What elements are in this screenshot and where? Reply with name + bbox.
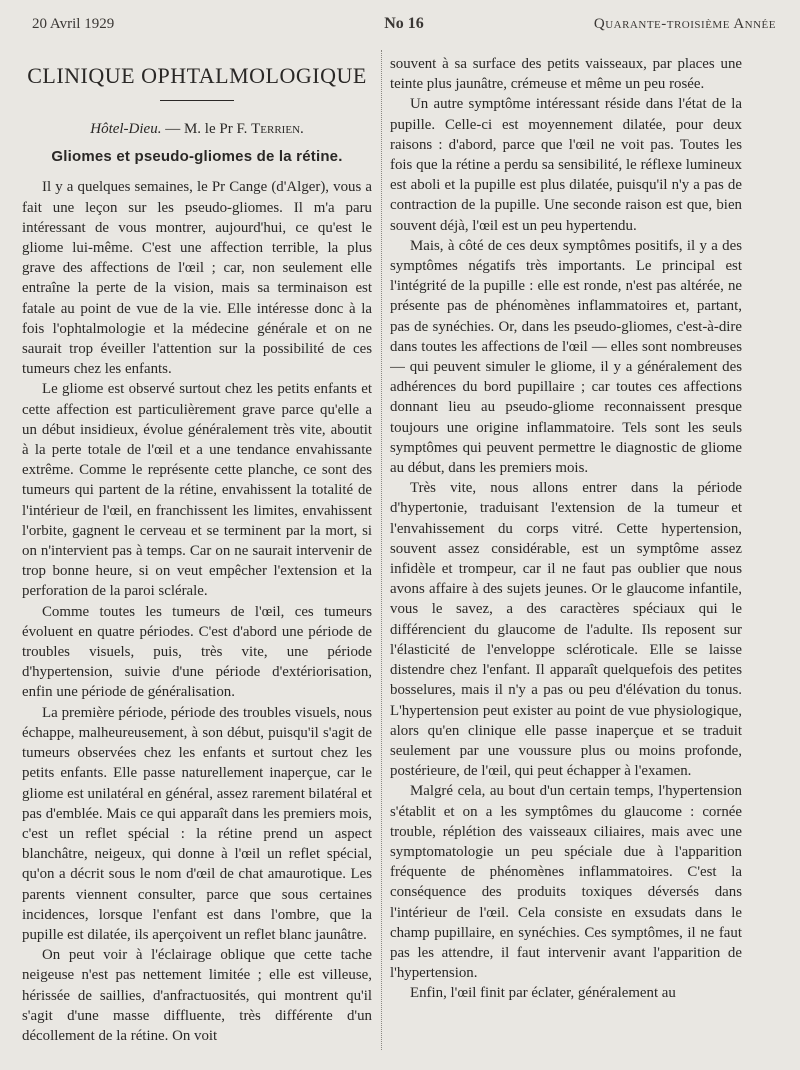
lecture-place: Hôtel-Dieu. xyxy=(90,121,162,137)
paragraph: Comme toutes les tumeurs de l'œil, ces tumeurs évoluent en quatre périodes. C'est d'abord une période de troubles visuels, puis, très vite, une période d'hypertension, suivie d'une période d'extériorisation, enfin une période de généralisation. xyxy=(22,603,372,701)
right-column xyxy=(390,54,742,1064)
title-rule xyxy=(160,100,234,101)
column-divider xyxy=(381,50,382,1050)
paragraph: Mais, à côté de ces deux symptômes positifs, il y a des symptômes négatifs très importants. Le principal est l'intégrité de la pupille : elle est ronde, n'est pas altérée, ne présente pas de phénomènes inflammatoires et, partant, pas de synéchies. Or, dans les pseudo-gliomes, c'est-à-dire dans toutes les affections de l'œil — elles sont nombreuses — qui peuvent simuler le gliome, il y a généralement des adhérences du bord pupillaire ; car toutes ces affections donnant lieu au pseudo-gliome reconnaissent presque toujours une origine inflammatoire. Tels sont les seuls symptômes qui peuvent permettre le diagnostic de gliome au début, dans les premiers mois. xyxy=(390,237,742,477)
paragraph-continuation: souvent à sa surface des petits vaisseaux, par places une teinte plus jaunâtre, crémeuse et même un peu rosée. xyxy=(390,56,742,93)
section-title: CLINIQUE OPHTALMOLOGIQUE xyxy=(27,63,367,88)
header-date: 20 Avril 1929 xyxy=(32,16,115,32)
lecturer-prefix: — M. le Pr F. xyxy=(161,121,252,137)
paragraph: Il y a quelques semaines, le Pr Cange (d'Alger), vous a fait une leçon sur les pseudo-gliomes. Il m'a paru intéressant de vous montrer, aujourd'hui, ce qu'est le gliome lui-même. C'est une affection terrible, la plus grave des affections de l'œil ; car, non seulement elle entraîne la perte de la vision, mais sa terminaison est fatale au point de vue de la vie. Elle intéresse donc à la fois l'ophtalmologie et la médecine générale et on ne saurait trop éveiller l'attention sur la possibilité de ces tumeurs chez les enfants. xyxy=(22,179,372,378)
paragraph: On peut voir à l'éclairage oblique que cette tache neigeuse n'est pas nettement limitée ; elle est villeuse, hérissée de saillies, d'anfractuosités, qui montrent qu'il s'agit d'une masse diffluente, très différente d'un décollement de la rétine. On voit xyxy=(22,947,372,1044)
paragraph: Enfin, l'œil finit par éclater, généralement au xyxy=(410,985,676,1002)
page-header xyxy=(32,16,776,40)
header-year: Quarante-troisième Année xyxy=(593,16,776,32)
header-issue-number: No 16 xyxy=(384,15,424,32)
paragraph: La première période, période des troubles visuels, nous échappe, malheureusement, à son début, puisqu'il s'agit de tumeurs observées chez les enfants et surtout chez les petits enfants. Elle passe naturellement inaperçue, car le gliome est unilatéral en général, assez rarement bilatéral et pas d'emblée. Mais ce qui apparaît dans les premiers mois, c'est un reflet spécial : la rétine prend un aspect blanchâtre, neigeux, qui donne à l'œil un reflet spécial, qu'on a décrit sous le nom d'œil de chat amaurotique. Les parents viennent consulter, parce que sous certaines incidences, lorsque l'enfant est dans l'ombre, que la pupille est dilatée, ils aperçoivent un reflet blanc jaunâtre. xyxy=(22,704,372,943)
paragraph: Un autre symptôme intéressant réside dans l'état de la pupille. Celle-ci est moyennement dilatée, pour deux raisons : d'abord, parce que l'œil ne voit pas. Toutes les fois que la rétine a perdu sa sensibilité, le réflexe lumineux est aboli et la pupille est plus dilatée, puisqu'il n'y a pas de contraction de la pupille. Une seconde raison est que, bien souvent déjà, l'œil est un peu hypertendu. xyxy=(390,96,742,234)
paragraph: Très vite, nous allons entrer dans la période d'hypertonie, traduisant l'extension de la tumeur et l'envahissement du corps vitré. Cette hypertension, souvent assez considérable, est un symptôme assez infidèle et trompeur, car il ne faut pas oublier que nous avons affaire à des sujets jeunes. Or le glaucome infantile, vous le savez, a des caractères spéciaux qui le différencient du glaucome de l'adulte. Ils reposent sur l'élasticité de l'enveloppe scléroticale. Elle se laisse distendre chez l'enfant. Il apparaît quelquefois des petites bosselures, mais il n'y a pas ou peu d'élévation du tonus. L'hypertension peut exister au point de vue physiologique, alors qu'en clinique elle passe inaperçue et se traduit seulement par une voussure plus ou moins profonde, postérieure, de l'œil, qui peut échapper à l'examen. xyxy=(390,480,742,780)
article-subtitle: Gliomes et pseudo-gliomes de la rétine. xyxy=(51,148,343,166)
paragraph: Le gliome est observé surtout chez les petits enfants et cette affection est particulièrement grave parce qu'elle a un début insidieux, évolue généralement très vite, aboutit à la perte totale de l'œil et a une tendance envahissante extrême. Comme le représente cette planche, ce sont des tumeurs qui partent de la rétine, envahissent la totalité de l'intérieur de l'œil, en franchissent les limites, envahissent l'orbite, gagnent le cerveau et se terminent par la mort, si on n'intervient pas à temps. Car on ne saurait intervenir de trop bonne heure, si on veut empêcher l'extension et la perforation de la paroi sclérale. xyxy=(22,381,372,600)
lecturer-line xyxy=(22,119,372,139)
left-column xyxy=(22,58,372,1068)
paragraph: Malgré cela, au bout d'un certain temps, l'hypertension s'établit et on a les symptômes du glaucome : cornée trouble, réplétion des vaisseaux ciliaires, mais avec une symptomatologie un peu spéciale due à l'apparition fréquente de phénomènes inflammatoires. C'est la conséquence des produits toxiques déversés dans l'intérieur de l'œil. Cela consiste en exsudats dans le champ pupillaire, en synéchies. Ces symptômes, il ne faut pas les attendre, il faut intervenir avant l'apparition de l'hypertension. xyxy=(390,783,742,982)
lecturer-name: Terrien. xyxy=(251,121,304,137)
